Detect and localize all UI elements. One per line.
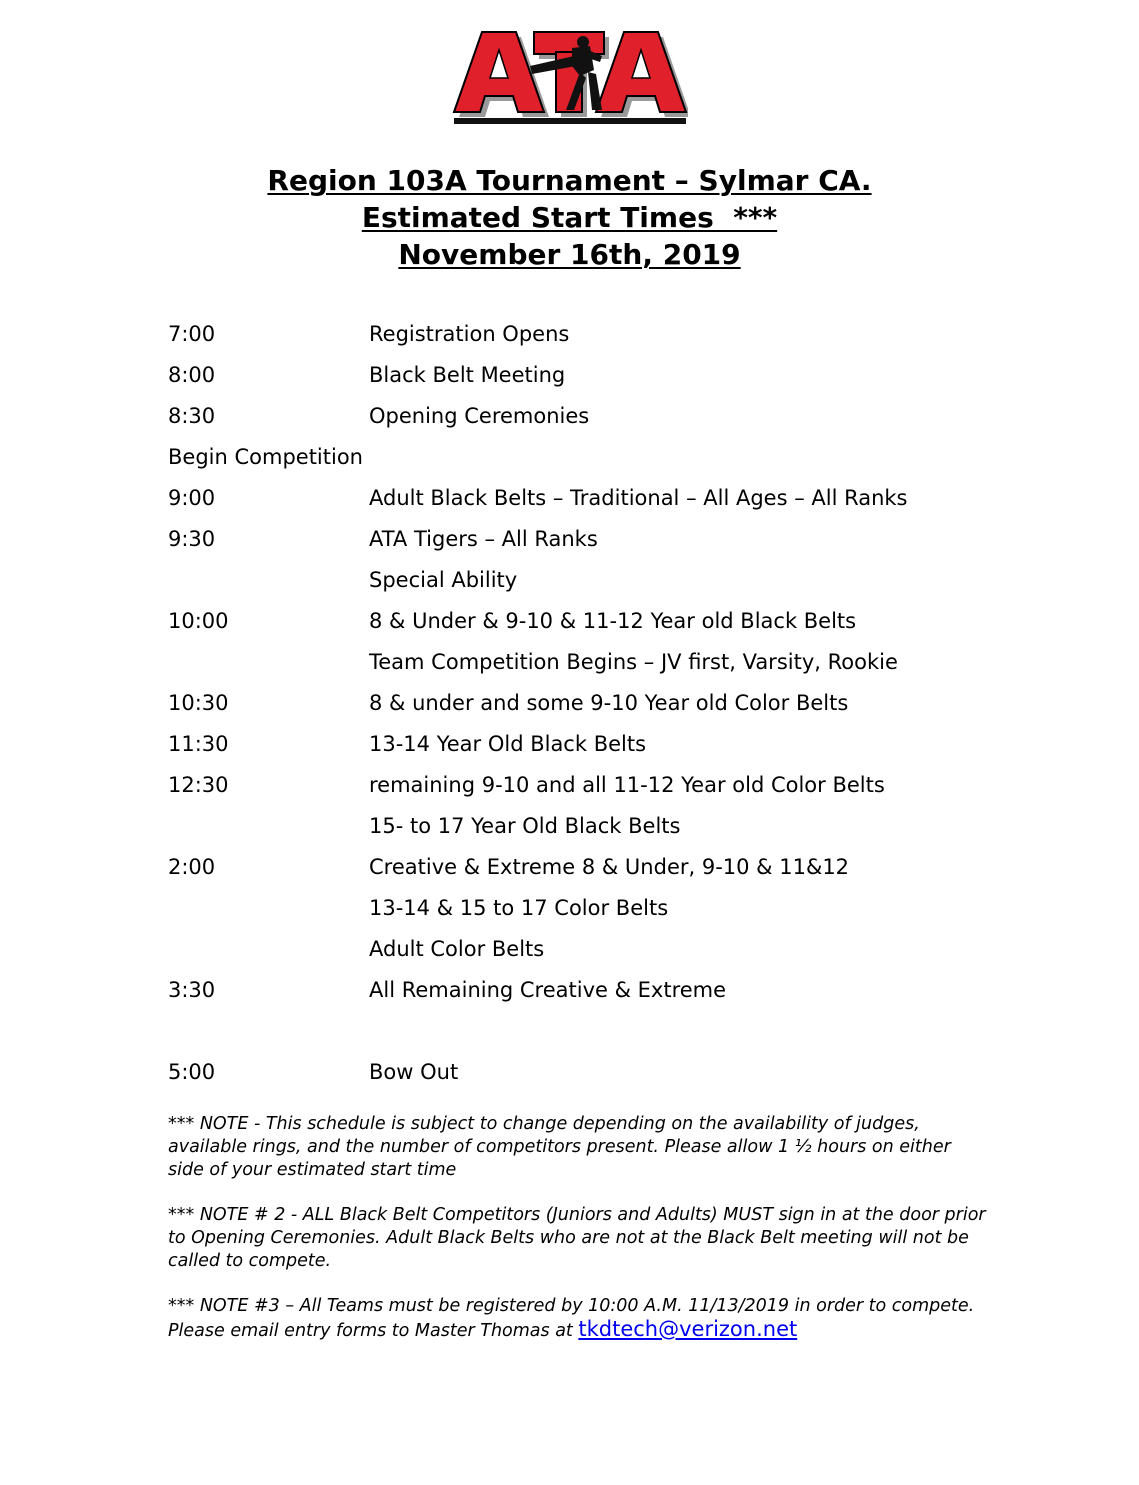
schedule-section-label: Begin Competition <box>168 445 363 469</box>
schedule-time: 11:30 <box>168 732 229 756</box>
schedule-time: 8:30 <box>168 404 216 428</box>
note-team-registration <box>168 1295 988 1343</box>
schedule-row <box>168 605 1068 646</box>
schedule-subtitle: Estimated Start Times *** <box>361 201 778 234</box>
schedule-time: 12:30 <box>168 773 229 797</box>
schedule-row <box>168 400 1068 441</box>
schedule-event: 13-14 Year Old Black Belts <box>369 732 647 756</box>
schedule-row <box>168 687 1068 728</box>
schedule-event: remaining 9-10 and all 11-12 Year old Color Belts <box>369 773 885 797</box>
document-header <box>0 162 1139 273</box>
schedule-row <box>168 851 1068 892</box>
schedule-row <box>168 810 1068 851</box>
ata-logo-icon <box>452 26 688 126</box>
schedule-event: All Remaining Creative & Extreme <box>369 978 727 1002</box>
schedule-row <box>168 728 1068 769</box>
schedule-row <box>168 769 1068 810</box>
schedule-row <box>168 318 1068 359</box>
schedule-row <box>168 359 1068 400</box>
schedule-event: Black Belt Meeting <box>369 363 566 387</box>
schedule-row <box>168 564 1068 605</box>
schedule-time: 10:00 <box>168 609 229 633</box>
schedule-row <box>168 646 1068 687</box>
schedule-event: Adult Black Belts – Traditional – All Ages – All Ranks <box>369 486 908 510</box>
tournament-title: Region 103A Tournament – Sylmar CA. <box>267 164 872 197</box>
schedule-row <box>168 974 1068 1015</box>
schedule-time: 10:30 <box>168 691 229 715</box>
schedule-event: 8 & Under & 9-10 & 11-12 Year old Black Belts <box>369 609 857 633</box>
schedule-event: 8 & under and some 9-10 Year old Color Belts <box>369 691 849 715</box>
schedule-time: 3:30 <box>168 978 216 1002</box>
schedule-row <box>168 482 1068 523</box>
schedule-time: 7:00 <box>168 322 216 346</box>
schedule-event: 13-14 & 15 to 17 Color Belts <box>369 896 669 920</box>
tournament-date: November 16th, 2019 <box>398 238 741 271</box>
schedule-list <box>168 318 1068 1097</box>
note-team-registration-text: *** NOTE #3 – All Teams must be registered by 10:00 A.M. 11/13/2019 in order to compete. Please email entry forms to Master Thomas at <box>168 1296 975 1341</box>
schedule-time: 2:00 <box>168 855 216 879</box>
schedule-event: 15- to 17 Year Old Black Belts <box>369 814 681 838</box>
schedule-row <box>168 1056 1068 1097</box>
schedule-event: Creative & Extreme 8 & Under, 9-10 & 11&12 <box>369 855 850 879</box>
schedule-event: Special Ability <box>369 568 518 592</box>
schedule-row <box>168 892 1068 933</box>
schedule-time: 9:00 <box>168 486 216 510</box>
schedule-spacer <box>168 1015 1068 1056</box>
schedule-time: 9:30 <box>168 527 216 551</box>
schedule-time: 8:00 <box>168 363 216 387</box>
schedule-row <box>168 441 1068 482</box>
schedule-row <box>168 933 1068 974</box>
schedule-event: Registration Opens <box>369 322 570 346</box>
schedule-event: Bow Out <box>369 1060 459 1084</box>
schedule-event: Adult Color Belts <box>369 937 545 961</box>
schedule-event: Opening Ceremonies <box>369 404 590 428</box>
notes-section <box>168 1113 988 1365</box>
schedule-event: ATA Tigers – All Ranks <box>369 527 598 551</box>
note-black-belt-signin: *** NOTE # 2 - ALL Black Belt Competitors (Juniors and Adults) MUST sign in at the door prior to Opening Ceremonies. Adult Black Belts who are not at the Black Belt meeting will not be called to compete. <box>168 1205 986 1271</box>
schedule-time: 5:00 <box>168 1060 216 1084</box>
schedule-row <box>168 523 1068 564</box>
note-schedule-change: *** NOTE - This schedule is subject to change depending on the availability of judges, available rings, and the number of competitors present. Please allow 1 ½ hours on either side of your estimated start time <box>168 1114 951 1180</box>
schedule-event: Team Competition Begins – JV first, Varsity, Rookie <box>369 650 898 674</box>
email-link[interactable]: tkdtech@verizon.net <box>578 1317 798 1341</box>
